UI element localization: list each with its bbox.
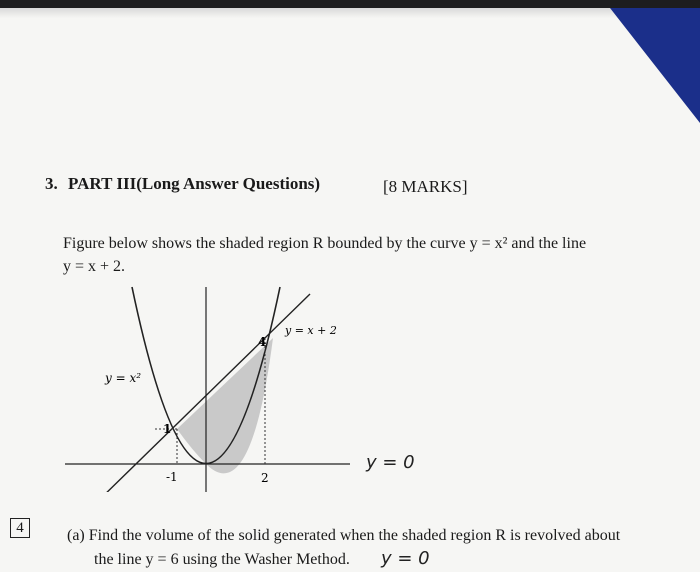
question-number: 3. xyxy=(45,174,58,193)
tick-label-2: 2 xyxy=(261,471,269,485)
line-label: y = x + 2 xyxy=(285,324,337,337)
corner-shadow xyxy=(610,8,700,123)
handwritten-note-2: y = 0 xyxy=(381,548,430,569)
marks-box: 4 xyxy=(10,518,30,538)
question-marks: [8 MARKS] xyxy=(383,177,468,196)
tick-label-1: 1 xyxy=(163,422,172,436)
curve-label: y = x² xyxy=(105,371,142,385)
region-figure xyxy=(60,282,360,492)
part-a-line-2: the line y = 6 using the Washer Method. xyxy=(94,551,350,568)
question-title: PART III(Long Answer Questions) xyxy=(68,174,321,193)
question-text xyxy=(63,232,643,278)
shaded-region-r xyxy=(177,338,273,473)
page-edge-shadow xyxy=(0,8,700,18)
question-header xyxy=(45,174,320,194)
part-a-question xyxy=(67,524,667,572)
question-text-line-2: y = x + 2. xyxy=(63,258,126,275)
tick-label-neg1: -1 xyxy=(166,470,178,484)
question-text-line-1: Figure below shows the shaded region R bounded by the curve y = x² and the line xyxy=(63,235,587,252)
tick-label-4: 4 xyxy=(258,335,267,349)
top-border xyxy=(0,0,700,8)
part-a-line-1: (a) Find the volume of the solid generated when the shaded region R is revolved about xyxy=(67,527,621,544)
handwritten-note-1: y = 0 xyxy=(366,452,415,473)
